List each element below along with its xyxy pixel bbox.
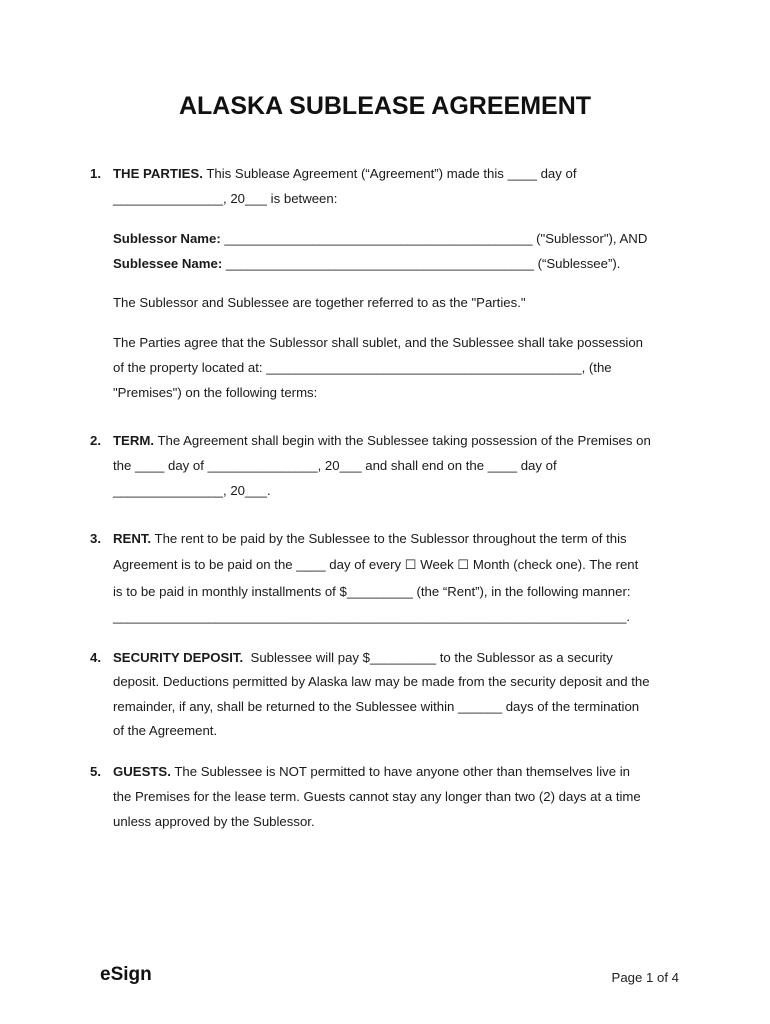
section-text: This Sublease Agreement (“Agreement”) made this ____ day of <box>202 166 577 181</box>
section-line: of the Agreement. <box>113 723 218 738</box>
section-line: is to be paid in monthly installments of $_________ (the “Rent”), in the following manner: <box>113 584 631 599</box>
section-line: ______________________________________________________________________. <box>113 609 631 624</box>
section-heading: GUESTS. <box>113 764 171 779</box>
section-line: the Premises for the lease term. Guests cannot stay any longer than two (2) days at a time <box>113 789 641 804</box>
section-line: _______________, 20___ is between: <box>113 191 338 206</box>
section-heading: RENT. <box>113 531 152 546</box>
section-text: The Agreement shall begin with the Sublessee taking possession of the Premises on <box>154 433 651 448</box>
page-number: Page 1 of 4 <box>611 970 679 985</box>
esign-logo: eSign <box>100 964 152 985</box>
premises-paragraph-line: The Parties agree that the Sublessor shall sublet, and the Sublessee shall take possession <box>113 335 644 350</box>
section-number: 1. <box>90 166 101 181</box>
section-line <box>113 166 577 181</box>
sublessee-name-line <box>113 256 620 271</box>
section-line: deposit. Deductions permitted by Alaska law may be made from the security deposit and the <box>113 674 650 689</box>
section-line <box>113 650 613 665</box>
section-text: The rent to be paid by the Sublessee to the Sublessor throughout the term of this <box>151 531 627 546</box>
section-line: Agreement is to be paid on the ____ day of every ☐ Week ☐ Month (check one). The rent <box>113 557 639 572</box>
sublessor-name-label: Sublessor Name: <box>113 231 221 246</box>
premises-paragraph-line: of the property located at: ___________________________________________, (the <box>113 360 612 375</box>
section-line <box>113 764 630 779</box>
section-line <box>113 433 651 448</box>
document-title: ALASKA SUBLEASE AGREEMENT <box>178 92 592 120</box>
section-line: the ____ day of _______________, 20___ and shall end on the ____ day of <box>113 458 557 473</box>
section-heading: SECURITY DEPOSIT. <box>113 650 244 665</box>
sublessee-name-label: Sublessee Name: <box>113 256 223 271</box>
section-heading: THE PARTIES. <box>113 166 203 181</box>
section-line <box>113 531 627 546</box>
section-number: 3. <box>90 531 101 546</box>
parties-paragraph: The Sublessor and Sublessee are together referred to as the "Parties." <box>113 295 526 310</box>
section-number: 4. <box>90 650 101 665</box>
section-number: 2. <box>90 433 101 448</box>
premises-paragraph-line: "Premises") on the following terms: <box>113 385 318 400</box>
section-line: _______________, 20___. <box>113 483 271 498</box>
section-heading: TERM. <box>113 433 155 448</box>
section-number: 5. <box>90 764 101 779</box>
section-text: Sublessee will pay $_________ to the Sublessor as a security <box>243 650 613 665</box>
sublessor-name-line <box>113 231 647 246</box>
section-text: The Sublessee is NOT permitted to have anyone other than themselves live in <box>170 764 631 779</box>
section-line: remainder, if any, shall be returned to the Sublessee within ______ days of the termination <box>113 699 640 714</box>
sublessor-name-blank: __________________________________________ ("Sublessor"), AND <box>220 231 648 246</box>
sublessee-name-blank: __________________________________________ (“Sublessee”). <box>222 256 621 271</box>
section-line: unless approved by the Sublessor. <box>113 814 315 829</box>
